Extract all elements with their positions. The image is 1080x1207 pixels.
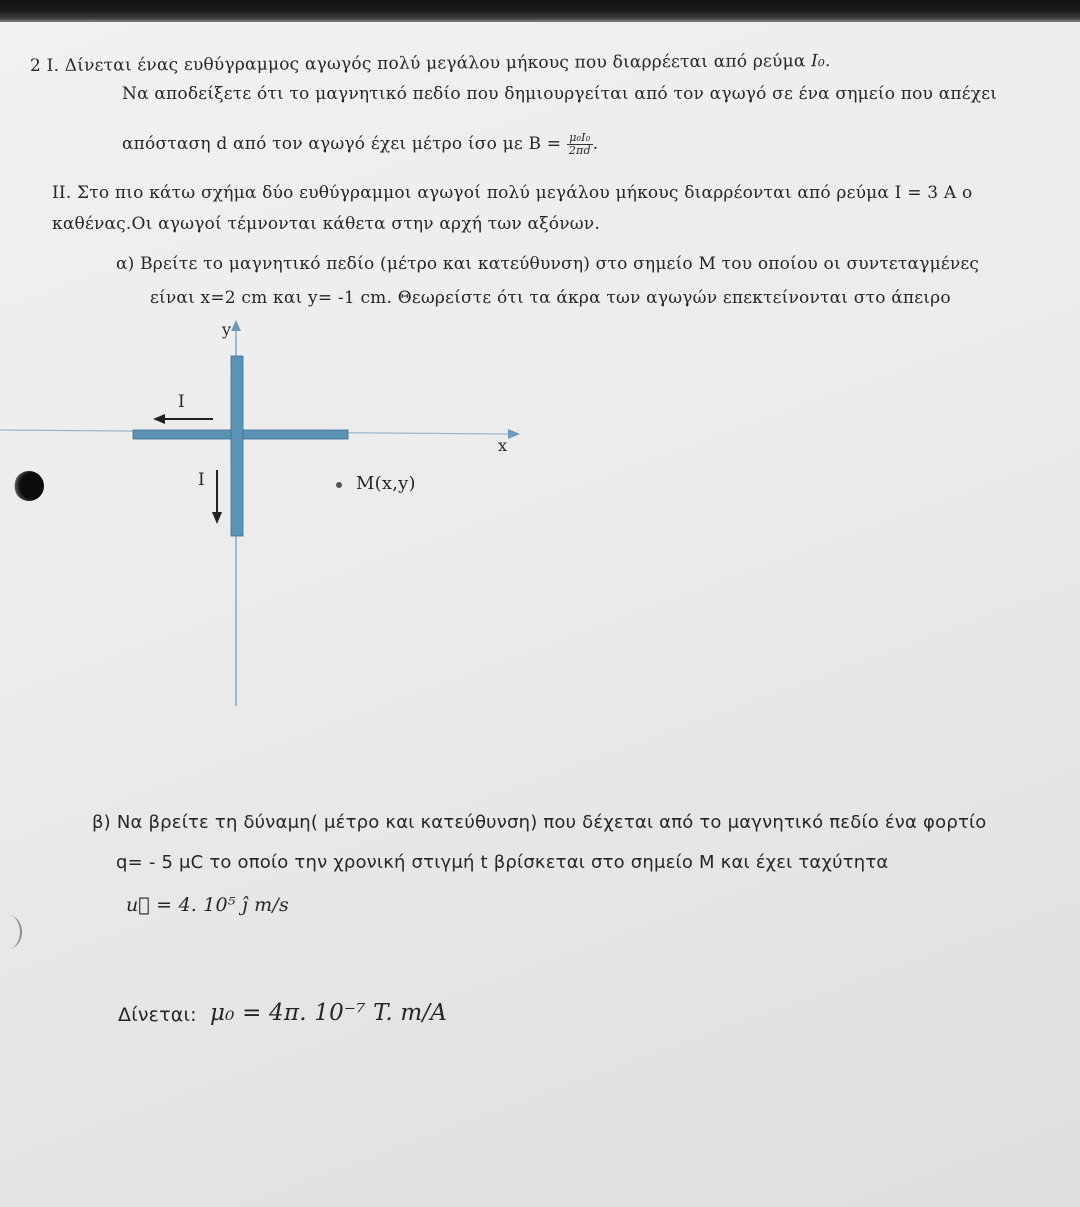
part-ii-line-1: ΙΙ. Στο πιο κάτω σχήμα δύο ευθύγραμμοι αγωγοί πολύ μεγάλου μήκους διαρρέονται από ρεύμα I = 3 A ο (52, 183, 973, 203)
point-m-dot (336, 482, 342, 488)
part-i-line-2: Να αποδείξετε ότι το μαγνητικό πεδίο που δημιουργείται από τον αγωγό σε ένα σημείο που απέχει (122, 84, 998, 104)
x-axis-label: x (498, 436, 508, 455)
part-i-line-3 (122, 132, 598, 157)
part-a-line-2: είναι x=2 cm και y= -1 cm. Θεωρείστε ότι τα άκρα των αγωγών επεκτείνονται στο άπειρο (150, 288, 951, 308)
conductors-figure (0, 310, 560, 710)
vertical-conductor (231, 356, 243, 536)
formula-denominator: 2πd (568, 144, 591, 157)
x-axis-arrow-icon (508, 429, 520, 439)
current-v-arrow-icon (212, 512, 222, 524)
formula-end: . (592, 134, 599, 154)
current-h-arrow-icon (153, 414, 165, 424)
part-i-formula-prefix: απόσταση d από τον αγωγό έχει μέτρο ίσο με B = (122, 134, 567, 154)
y-axis-arrow-icon (231, 320, 241, 331)
field-formula-fraction (567, 132, 593, 157)
part-a-line-1: α) Βρείτε το μαγνητικό πεδίο (μέτρο και κατεύθυνση) στο σημείο Μ του οποίου οι συντεταγμένες (116, 254, 980, 274)
given-label: Δίνεται: (118, 1004, 197, 1026)
velocity-vector: u⃗ = 4. 10⁵ ĵ m/s (126, 894, 289, 916)
formula-numerator: μ₀I₀ (567, 132, 593, 145)
part-b-line-2: q= - 5 μC το οποίο την χρονική στιγμή t βρίσκεται στο σημείο Μ και έχει ταχύτητα (116, 852, 889, 873)
point-m-label: M(x,y) (356, 473, 416, 494)
part-i-statement: 2 Ι. Δίνεται ένας ευθύγραμμος αγωγός πολύ μεγάλου μήκους που διαρρέεται από ρεύμα (29, 51, 812, 76)
part-b-line-1: β) Να βρείτε τη δύναμη( μέτρο και κατεύθυνση) που δέχεται από το μαγνητικό πεδίο ένα φορτίο (92, 812, 987, 833)
current-i0-symbol: I₀. (811, 51, 831, 72)
current-h-label: I (178, 392, 185, 412)
y-axis-label: y (222, 320, 232, 339)
current-v-label: I (198, 470, 205, 490)
mu0-constant: μ₀ = 4π. 10⁻⁷ T. m/A (210, 1000, 448, 1026)
part-ii-line-2: καθένας.Οι αγωγοί τέμνονται κάθετα στην αρχή των αξόνων. (52, 214, 600, 234)
